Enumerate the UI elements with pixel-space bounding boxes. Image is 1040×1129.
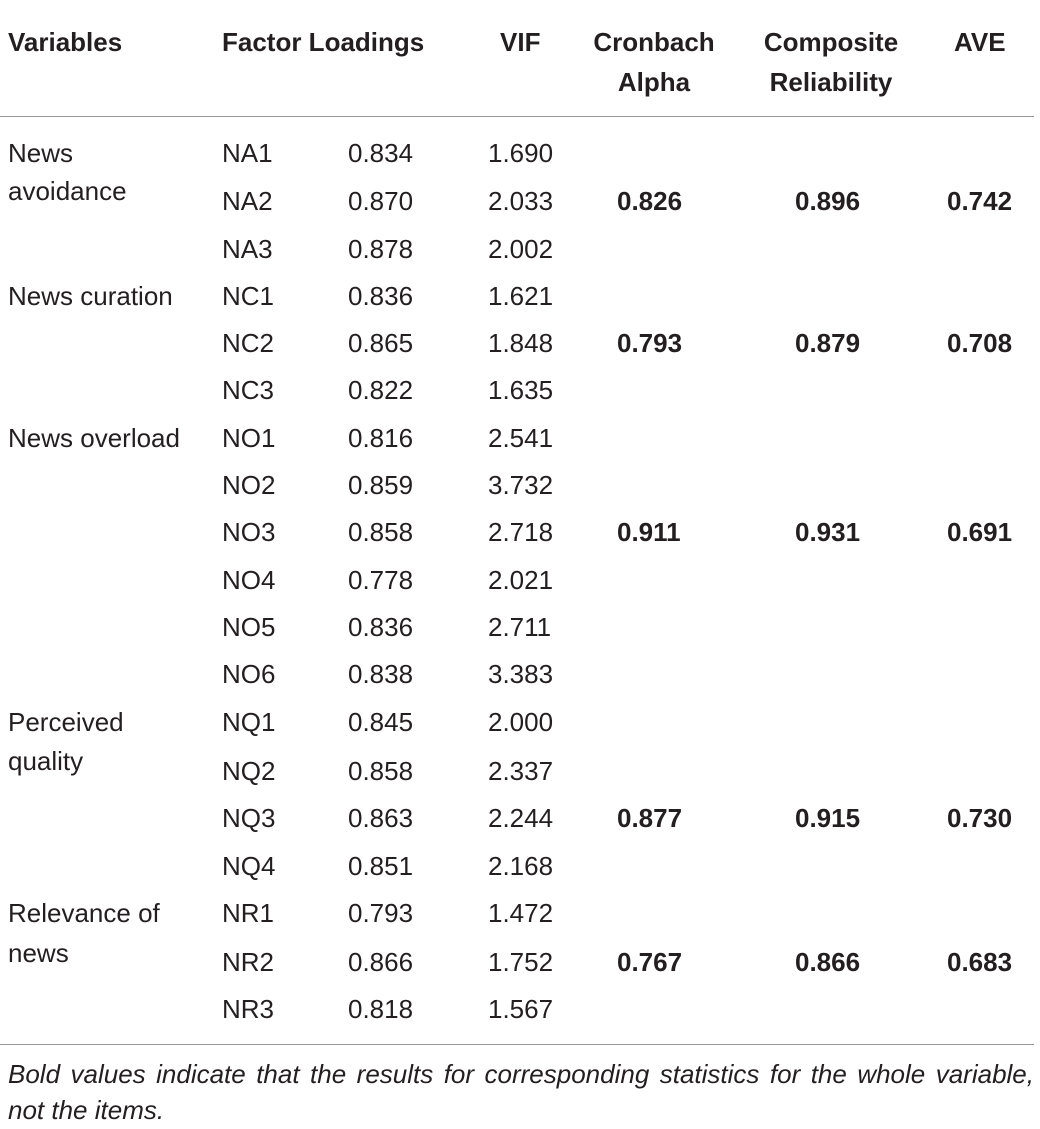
composite-reliability-value: 0.879 bbox=[795, 328, 861, 358]
header-composite-line2: Reliability bbox=[769, 67, 893, 97]
item-loading: 0.863 bbox=[348, 803, 414, 833]
header-factor-loadings: Factor Loadings bbox=[222, 27, 425, 57]
item-loading: 0.845 bbox=[348, 707, 414, 737]
item-vif: 2.033 bbox=[488, 186, 554, 216]
item-loading: 0.822 bbox=[348, 375, 414, 405]
cronbach-alpha-value: 0.826 bbox=[617, 186, 683, 216]
variable-name: Relevance of bbox=[8, 898, 160, 928]
item-loading: 0.851 bbox=[348, 851, 414, 881]
item-loading: 0.836 bbox=[348, 281, 414, 311]
item-code: NC3 bbox=[222, 375, 275, 405]
item-vif: 1.635 bbox=[488, 375, 554, 405]
cronbach-alpha-value: 0.877 bbox=[617, 803, 683, 833]
item-loading: 0.818 bbox=[348, 994, 414, 1024]
item-code: NO6 bbox=[222, 659, 276, 689]
item-loading: 0.816 bbox=[348, 423, 414, 453]
variable-name: News bbox=[8, 138, 74, 168]
item-vif: 1.567 bbox=[488, 994, 554, 1024]
footer-rule bbox=[0, 1044, 1034, 1045]
variable-name: quality bbox=[8, 746, 84, 776]
item-loading: 0.878 bbox=[348, 234, 414, 264]
item-loading: 0.866 bbox=[348, 947, 414, 977]
item-vif: 1.472 bbox=[488, 898, 554, 928]
ave-value: 0.683 bbox=[947, 947, 1013, 977]
variable-name: avoidance bbox=[8, 176, 127, 206]
cronbach-alpha-value: 0.767 bbox=[617, 947, 683, 977]
item-loading: 0.858 bbox=[348, 756, 414, 786]
item-vif: 2.337 bbox=[488, 756, 554, 786]
item-code: NQ3 bbox=[222, 803, 276, 833]
item-loading: 0.870 bbox=[348, 186, 414, 216]
item-loading: 0.858 bbox=[348, 517, 414, 547]
item-vif: 1.752 bbox=[488, 947, 554, 977]
item-vif: 3.383 bbox=[488, 659, 554, 689]
item-code: NA2 bbox=[222, 186, 273, 216]
item-code: NQ4 bbox=[222, 851, 276, 881]
item-code: NR1 bbox=[222, 898, 275, 928]
item-code: NO2 bbox=[222, 470, 276, 500]
cronbach-alpha-value: 0.793 bbox=[617, 328, 683, 358]
composite-reliability-value: 0.866 bbox=[795, 947, 861, 977]
item-loading: 0.793 bbox=[348, 898, 414, 928]
item-code: NQ1 bbox=[222, 707, 276, 737]
header-vif: VIF bbox=[500, 27, 541, 57]
item-vif: 2.718 bbox=[488, 517, 554, 547]
ave-value: 0.708 bbox=[947, 328, 1013, 358]
ave-value: 0.730 bbox=[947, 803, 1013, 833]
item-code: NO4 bbox=[222, 565, 276, 595]
item-vif: 2.244 bbox=[488, 803, 554, 833]
item-vif: 2.002 bbox=[488, 234, 554, 264]
header-variables: Variables bbox=[8, 27, 123, 57]
item-code: NO1 bbox=[222, 423, 276, 453]
cronbach-alpha-value: 0.911 bbox=[617, 517, 681, 547]
item-code: NC1 bbox=[222, 281, 275, 311]
item-loading: 0.865 bbox=[348, 328, 414, 358]
item-code: NR3 bbox=[222, 994, 275, 1024]
header-composite-reliability bbox=[748, 22, 914, 102]
header-cronbach-line2: Alpha bbox=[617, 67, 691, 97]
variable-name: News curation bbox=[8, 281, 173, 311]
header-cronbach-alpha bbox=[580, 22, 728, 102]
item-loading: 0.859 bbox=[348, 470, 414, 500]
item-loading: 0.838 bbox=[348, 659, 414, 689]
item-loading: 0.834 bbox=[348, 138, 414, 168]
item-loading: 0.778 bbox=[348, 565, 414, 595]
variable-name: News overload bbox=[8, 423, 180, 453]
item-vif: 1.690 bbox=[488, 138, 554, 168]
header-rule bbox=[0, 116, 1034, 117]
composite-reliability-value: 0.915 bbox=[795, 803, 861, 833]
table-footnote: Bold values indicate that the results for corresponding statistics for the whole variable, not the items. bbox=[8, 1059, 1034, 1125]
item-vif: 1.848 bbox=[488, 328, 554, 358]
item-code: NR2 bbox=[222, 947, 275, 977]
ave-value: 0.691 bbox=[947, 517, 1013, 547]
item-loading: 0.836 bbox=[348, 612, 414, 642]
composite-reliability-value: 0.931 bbox=[795, 517, 861, 547]
header-cronbach-line1: Cronbach bbox=[593, 27, 715, 57]
header-ave: AVE bbox=[954, 27, 1006, 57]
variable-name: news bbox=[8, 938, 69, 968]
item-vif: 1.621 bbox=[488, 281, 554, 311]
item-vif: 2.711 bbox=[488, 612, 552, 642]
item-code: NA1 bbox=[222, 138, 273, 168]
item-code: NO5 bbox=[222, 612, 276, 642]
item-vif: 2.168 bbox=[488, 851, 554, 881]
item-code: NQ2 bbox=[222, 756, 276, 786]
composite-reliability-value: 0.896 bbox=[795, 186, 861, 216]
item-code: NA3 bbox=[222, 234, 273, 264]
item-code: NO3 bbox=[222, 517, 276, 547]
item-vif: 2.021 bbox=[488, 565, 554, 595]
ave-value: 0.742 bbox=[947, 186, 1013, 216]
item-vif: 3.732 bbox=[488, 470, 554, 500]
item-vif: 2.541 bbox=[488, 423, 554, 453]
item-code: NC2 bbox=[222, 328, 275, 358]
variable-name: Perceived bbox=[8, 707, 124, 737]
header-composite-line1: Composite bbox=[763, 27, 899, 57]
item-vif: 2.000 bbox=[488, 707, 554, 737]
